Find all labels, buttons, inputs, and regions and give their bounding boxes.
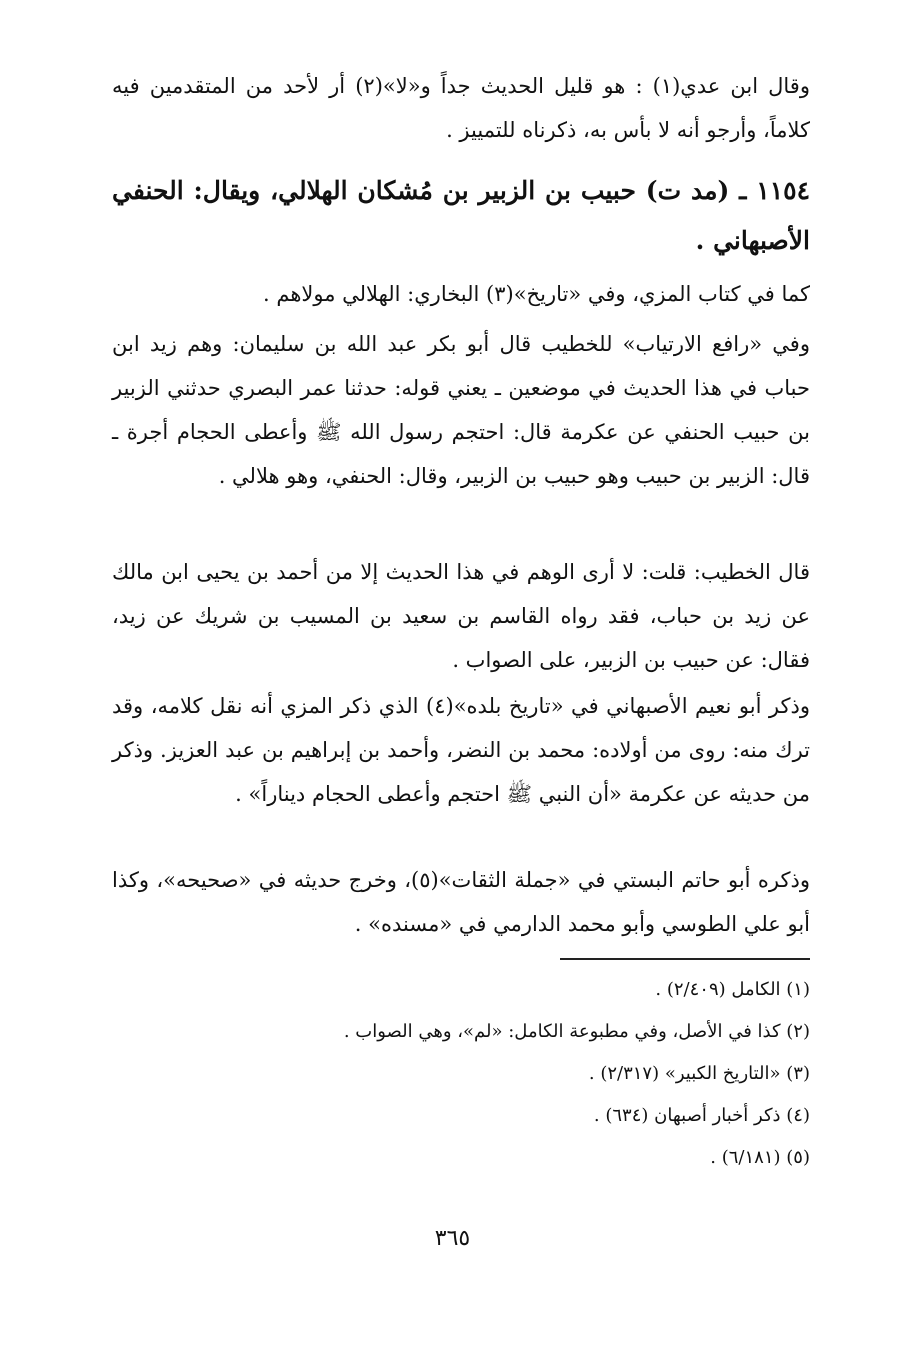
paragraph-khatib-qult — [112, 550, 810, 682]
entry-heading-text: ١١٥٤ ـ (مد ت) حبيب بن الزبير بن مُشكان الهلالي، ويقال: الحنفي الأصبهاني . — [112, 176, 810, 255]
paragraph-ibn-adi — [112, 64, 810, 152]
footnote-divider — [560, 958, 810, 960]
paragraph-abu-hatim — [112, 858, 810, 946]
paragraph-text: قال الخطيب: قلت: لا أرى الوهم في هذا الحديث إلا من أحمد بن يحيى ابن مالك عن زيد بن حباب، فقد رواه القاسم بن سعيد بن المسيب بن شريك عن زيد، فقال: عن حبيب بن الزبير، على الصواب . — [112, 560, 810, 672]
paragraph-text: وقال ابن عدي(١) : هو قليل الحديث جداً و«لا»(٢) أر لأحد من المتقدمين فيه كلاماً، وأرجو أنه لا بأس به، ذكرناه للتمييز . — [112, 74, 810, 142]
footnote-4: (٤) ذكر أخبار أصبهان (٦٣٤) . — [593, 1105, 810, 1126]
footnote-1: (١) الكامل (٢/٤٠٩) . — [655, 979, 810, 1000]
page-number: ٣٦٥ — [434, 1226, 471, 1251]
entry-heading — [112, 166, 810, 266]
paragraph-text: وفي «رافع الارتياب» للخطيب قال أبو بكر عبد الله بن سليمان: وهم زيد ابن حباب في هذا الحديث في موضعين ـ يعني قوله: حدثنا عمر البصري حدثني الزبير بن حبيب الحنفي عن عكرمة قال: احتجم رسول الله ﷺ وأعطى الحجام أجرة ـ قال: الزبير بن حبيب وهو حبيب بن الزبير، وقال: الحنفي، وهو هلالي . — [112, 332, 810, 488]
paragraph-text: كما في كتاب المزي، وفي «تاريخ»(٣) البخاري: الهلالي مولاهم . — [263, 282, 810, 306]
paragraph-khatib-raafi — [112, 322, 810, 498]
footnote-3: (٣) «التاريخ الكبير» (٢/٣١٧) . — [588, 1063, 810, 1084]
paragraph-text: وذكر أبو نعيم الأصبهاني في «تاريخ بلده»(٤) الذي ذكر المزي أنه نقل كلامه، وقد ترك منه: روى من أولاده: محمد بن النضر، وأحمد بن إبراهيم بن عبد العزيز. وذكر من حديثه عن عكرمة «أن النبي ﷺ احتجم وأعطى الحجام ديناراً» . — [112, 694, 811, 806]
paragraph-mizzi — [112, 272, 810, 316]
footnote-2: (٢) كذا في الأصل، وفي مطبوعة الكامل: «لم»، وهي الصواب . — [343, 1021, 810, 1042]
paragraph-abu-nuaym — [112, 684, 810, 816]
footnote-5: (٥) (٦/١٨١) . — [710, 1147, 810, 1168]
paragraph-text: وذكره أبو حاتم البستي في «جملة الثقات»(٥)، وخرج حديثه في «صحيحه»، وكذا أبو علي الطوسي وأبو محمد الدارمي في «مسنده» . — [112, 868, 810, 936]
